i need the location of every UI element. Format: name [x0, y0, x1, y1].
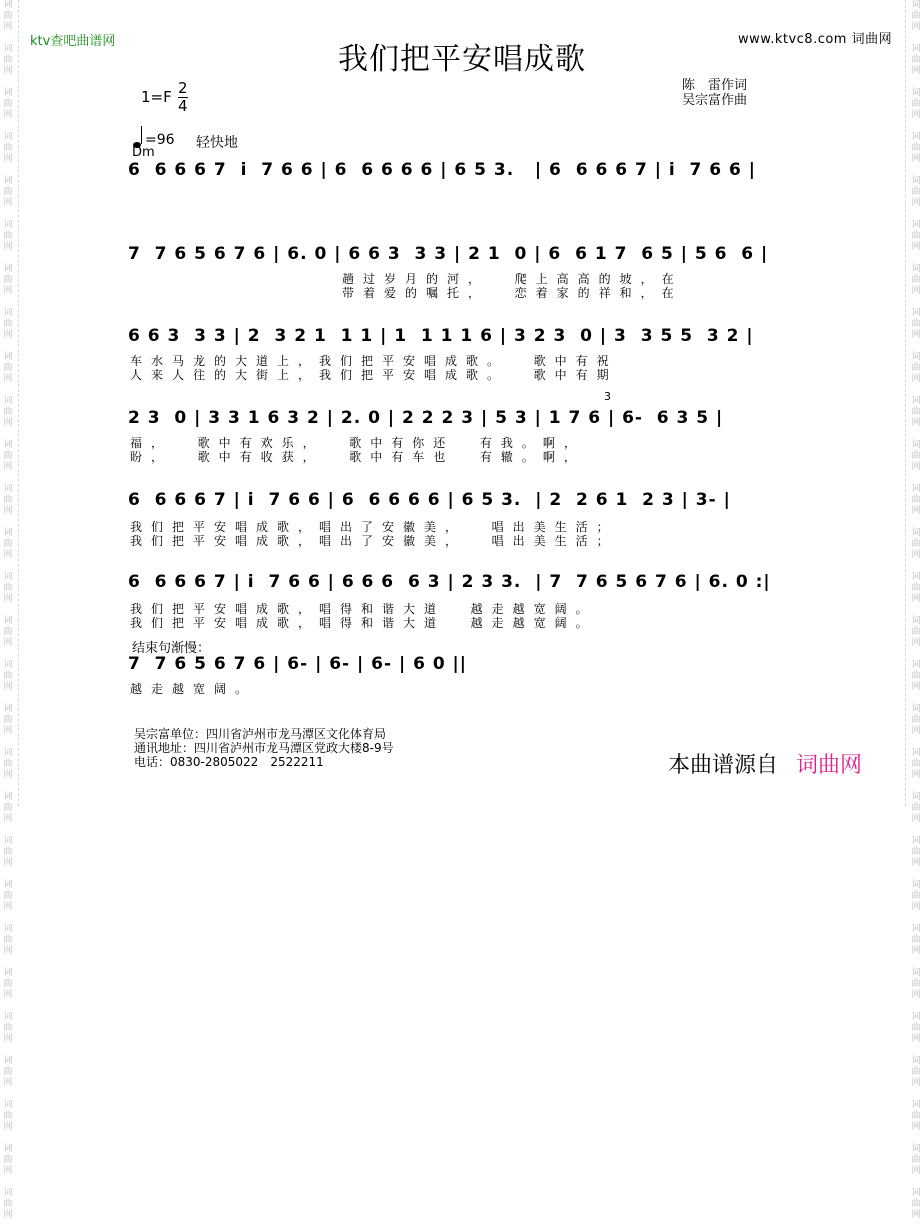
- side-watermark-char: 词: [3, 616, 13, 626]
- side-watermark-char: 词: [911, 440, 921, 450]
- side-watermark-char: 词: [3, 44, 13, 54]
- lyrics-verse-1: 我们把平安唱成歌，唱得和谐大道 越走越宽阔。: [130, 602, 597, 616]
- credits: [682, 78, 747, 108]
- side-watermark-gap: [908, 1001, 924, 1012]
- time-bottom: 4: [178, 97, 188, 115]
- side-watermark-char: 网: [911, 594, 921, 604]
- side-watermark-char: 网: [3, 154, 13, 164]
- side-watermark-char: 网: [3, 726, 13, 736]
- side-watermark-char: 曲: [911, 671, 921, 681]
- side-watermark-gap: [908, 1221, 924, 1232]
- side-watermark-gap: [908, 1133, 924, 1144]
- side-watermark-char: 网: [3, 418, 13, 428]
- side-watermark-char: 词: [3, 88, 13, 98]
- side-watermark-gap: [0, 825, 16, 836]
- side-watermark-char: 网: [911, 1166, 921, 1176]
- side-watermark-char: 词: [3, 440, 13, 450]
- side-watermark-char: 曲: [3, 759, 13, 769]
- side-watermark-gap: [908, 297, 924, 308]
- side-watermark-char: 词: [911, 352, 921, 362]
- side-watermark-gap: [908, 781, 924, 792]
- side-watermark-char: 曲: [911, 847, 921, 857]
- side-watermark-char: 词: [3, 572, 13, 582]
- side-watermark-gap: [0, 605, 16, 616]
- composer: 吴宗富作曲: [682, 93, 748, 108]
- side-watermark-char: 网: [911, 242, 921, 252]
- side-watermark-char: 曲: [911, 583, 921, 593]
- side-watermark-char: 词: [911, 572, 921, 582]
- lyrics-verse-2: 我们把平安唱成歌，唱得和谐大道 越走越宽阔。: [130, 616, 597, 630]
- side-watermark-char: 曲: [3, 671, 13, 681]
- side-watermark-gap: [0, 1045, 16, 1056]
- side-watermark-char: 曲: [3, 55, 13, 65]
- notation-line: 7 7 6 5 6 7 6 | 6- | 6- | 6- | 6 0 ||: [128, 654, 467, 674]
- side-watermark-char: 词: [3, 792, 13, 802]
- side-watermark-char: 网: [911, 814, 921, 824]
- side-watermark-char: 网: [3, 990, 13, 1000]
- side-watermark-gap: [908, 693, 924, 704]
- watermark-url: www.ktvc8.com: [738, 32, 847, 47]
- side-watermark-gap: [908, 957, 924, 968]
- side-watermark-char: 词: [3, 1188, 13, 1198]
- side-watermark-char: 词: [911, 220, 921, 230]
- side-watermark-char: 网: [3, 22, 13, 32]
- side-watermark-gap: [908, 209, 924, 220]
- side-watermark-char: 曲: [3, 539, 13, 549]
- side-watermark-gap: [0, 693, 16, 704]
- side-watermark-char: 曲: [911, 451, 921, 461]
- side-watermark-char: 词: [911, 704, 921, 714]
- side-watermark-char: 网: [911, 198, 921, 208]
- side-watermark-gap: [0, 1177, 16, 1188]
- side-watermark-char: 网: [3, 814, 13, 824]
- side-watermark-gap: [0, 253, 16, 264]
- side-watermark-gap: [0, 517, 16, 528]
- side-watermark-char: 网: [911, 374, 921, 384]
- side-watermark-char: 网: [911, 22, 921, 32]
- side-watermark-char: 网: [3, 1166, 13, 1176]
- side-watermark-char: 词: [3, 1100, 13, 1110]
- notation-line: 6 6 6 6 7 | i 7 6 6 | 6 6 6 6 6 | 6 5 3. | 2 2 6 1 2 3 | 3- |: [128, 490, 731, 510]
- side-watermark-char: 曲: [911, 627, 921, 637]
- side-watermark-char: 网: [911, 462, 921, 472]
- side-watermark-right: [908, 0, 924, 1220]
- side-watermark-gap: [0, 165, 16, 176]
- side-watermark-char: 词: [911, 924, 921, 934]
- side-watermark-char: 网: [911, 506, 921, 516]
- side-watermark-gap: [0, 121, 16, 132]
- side-watermark-char: 曲: [3, 231, 13, 241]
- ending-label: 结束句渐慢：: [132, 641, 211, 656]
- side-watermark-gap: [0, 1221, 16, 1232]
- side-watermark-char: 词: [3, 484, 13, 494]
- side-watermark-char: 网: [911, 1078, 921, 1088]
- side-watermark-gap: [908, 561, 924, 572]
- side-watermark-gap: [0, 869, 16, 880]
- side-watermark-char: 词: [911, 1056, 921, 1066]
- side-watermark-char: 词: [3, 748, 13, 758]
- side-watermark-char: 网: [3, 66, 13, 76]
- side-watermark-char: 词: [3, 924, 13, 934]
- lyricist: 陈 雷作词: [682, 78, 748, 93]
- side-watermark-char: 曲: [911, 1155, 921, 1165]
- side-watermark-char: 网: [911, 682, 921, 692]
- side-watermark-gap: [908, 1045, 924, 1056]
- side-watermark-char: 词: [3, 836, 13, 846]
- footer-contact: [134, 727, 394, 769]
- side-watermark-char: 网: [3, 242, 13, 252]
- side-watermark-char: 曲: [3, 275, 13, 285]
- side-watermark-char: 曲: [3, 1067, 13, 1077]
- side-watermark-char: 词: [3, 704, 13, 714]
- side-watermark-char: 曲: [3, 1199, 13, 1209]
- side-watermark-char: 网: [3, 330, 13, 340]
- side-watermark-char: 曲: [911, 143, 921, 153]
- side-watermark-gap: [908, 913, 924, 924]
- side-watermark-char: 曲: [911, 231, 921, 241]
- side-watermark-char: 网: [911, 154, 921, 164]
- side-watermark-char: 曲: [911, 979, 921, 989]
- notation-line: 2 3 0 | 3 3 1 6 3 2 | 2. 0 | 2 2 2 3 | 5 3 | 1 7 6 | 6- 6 3 5 |: [128, 408, 724, 428]
- side-watermark-char: 曲: [3, 143, 13, 153]
- side-watermark-char: 曲: [911, 715, 921, 725]
- side-watermark-char: 词: [911, 1144, 921, 1154]
- side-watermark-char: 网: [3, 1078, 13, 1088]
- side-watermark-char: 网: [3, 902, 13, 912]
- time-top: 2: [178, 79, 188, 97]
- side-watermark-char: 网: [911, 110, 921, 120]
- side-watermark-char: 曲: [911, 935, 921, 945]
- side-watermark-gap: [0, 473, 16, 484]
- side-watermark-gap: [908, 605, 924, 616]
- side-watermark-char: 网: [3, 286, 13, 296]
- side-watermark-char: 曲: [911, 495, 921, 505]
- side-watermark-char: 网: [911, 990, 921, 1000]
- chord-symbol: Dm: [132, 145, 155, 160]
- side-watermark-char: 词: [3, 0, 13, 10]
- side-watermark-char: 网: [911, 858, 921, 868]
- side-watermark-char: 网: [3, 110, 13, 120]
- side-watermark-char: 词: [3, 660, 13, 670]
- lyrics-verse-1: 趟过岁月的河， 爬上高高的坡，在: [342, 272, 683, 286]
- side-watermark-char: 网: [3, 1210, 13, 1220]
- side-watermark-char: 网: [911, 418, 921, 428]
- side-watermark-char: 词: [3, 132, 13, 142]
- notation-line: 6 6 6 6 7 | i 7 6 6 | 6 6 6 6 3 | 2 3 3. | 7 7 6 5 6 7 6 | 6. 0 :|: [128, 572, 771, 592]
- lyrics-verse-1: 车水马龙的大道上，我们把平安唱成歌。 歌中有祝: [130, 354, 618, 368]
- side-watermark-char: 词: [3, 1012, 13, 1022]
- side-watermark-char: 曲: [911, 11, 921, 21]
- side-watermark-char: 网: [3, 1034, 13, 1044]
- side-watermark-gap: [908, 1177, 924, 1188]
- footer-line: 通讯地址：四川省泸州市龙马潭区党政大楼8-9号: [134, 741, 394, 755]
- side-watermark-char: 网: [911, 1034, 921, 1044]
- side-watermark-char: 词: [911, 484, 921, 494]
- side-watermark-char: 网: [911, 902, 921, 912]
- side-watermark-char: 曲: [3, 803, 13, 813]
- side-watermark-char: 曲: [911, 319, 921, 329]
- side-watermark-gap: [908, 649, 924, 660]
- side-watermark-char: 曲: [911, 363, 921, 373]
- side-watermark-gap: [0, 737, 16, 748]
- footer-line: 吴宗富单位：四川省泸州市龙马潭区文化体育局: [134, 727, 387, 741]
- side-watermark-gap: [0, 781, 16, 792]
- side-watermark-char: 网: [3, 682, 13, 692]
- side-watermark-char: 曲: [3, 11, 13, 21]
- side-watermark-char: 网: [911, 638, 921, 648]
- side-watermark-char: 曲: [911, 1199, 921, 1209]
- side-watermark-gap: [0, 297, 16, 308]
- side-watermark-char: 词: [3, 968, 13, 978]
- side-watermark-char: 曲: [3, 1155, 13, 1165]
- lyrics-verse-2: 人来人往的大街上，我们把平安唱成歌。 歌中有期: [130, 368, 618, 382]
- side-watermark-char: 网: [911, 550, 921, 560]
- side-watermark-char: 词: [911, 396, 921, 406]
- side-watermark-char: 词: [911, 880, 921, 890]
- side-watermark-char: 曲: [3, 847, 13, 857]
- side-watermark-char: 词: [911, 660, 921, 670]
- side-watermark-gap: [0, 561, 16, 572]
- side-watermark-char: 词: [911, 88, 921, 98]
- side-watermark-char: 曲: [911, 539, 921, 549]
- side-watermark-char: 网: [911, 770, 921, 780]
- side-watermark-char: 曲: [911, 187, 921, 197]
- side-watermark-gap: [0, 385, 16, 396]
- notation-line: 6 6 6 6 7 i 7 6 6 | 6 6 6 6 6 | 6 5 3. | 6 6 6 6 7 | i 7 6 6 |: [128, 160, 756, 180]
- side-watermark-char: 词: [3, 396, 13, 406]
- side-watermark-char: 网: [911, 286, 921, 296]
- footer-line: 电话：0830-2805022 2522211: [134, 755, 324, 769]
- side-watermark-char: 曲: [3, 187, 13, 197]
- side-watermark-char: 词: [911, 0, 921, 10]
- side-watermark-gap: [0, 77, 16, 88]
- side-watermark-char: 词: [3, 264, 13, 274]
- side-watermark-gap: [908, 385, 924, 396]
- side-watermark-char: 网: [911, 1122, 921, 1132]
- side-watermark-char: 网: [3, 462, 13, 472]
- side-watermark-gap: [908, 869, 924, 880]
- side-watermark-char: 网: [3, 550, 13, 560]
- side-watermark-gap: [908, 737, 924, 748]
- watermark-site: 词曲网: [851, 32, 893, 47]
- side-watermark-char: 网: [911, 726, 921, 736]
- side-watermark-char: 曲: [911, 55, 921, 65]
- lyrics-verse-1: 我们把平安唱成歌，唱出了安徽美， 唱出美生活；: [130, 520, 618, 534]
- side-watermark-char: 曲: [911, 99, 921, 109]
- side-watermark-char: 曲: [911, 759, 921, 769]
- side-watermark-char: 词: [911, 748, 921, 758]
- tempo-word: 轻快地: [196, 135, 238, 151]
- triplet-mark: 3: [604, 390, 611, 403]
- source-text: 本曲谱源自: [668, 753, 779, 778]
- side-watermark-char: 曲: [3, 627, 13, 637]
- side-watermark-char: 曲: [911, 407, 921, 417]
- lyrics-verse-2: 盼， 歌中有收获， 歌中有车也 有辙。啊，: [130, 450, 585, 464]
- side-watermark-gap: [908, 77, 924, 88]
- side-watermark-gap: [908, 1089, 924, 1100]
- side-watermark-char: 曲: [3, 363, 13, 373]
- side-watermark-char: 网: [911, 946, 921, 956]
- side-watermark-char: 词: [3, 1144, 13, 1154]
- side-watermark-char: 词: [3, 308, 13, 318]
- side-watermark-gap: [0, 1133, 16, 1144]
- side-watermark-char: 词: [911, 968, 921, 978]
- side-watermark-char: 曲: [911, 1111, 921, 1121]
- side-watermark-gap: [0, 1001, 16, 1012]
- side-watermark-char: 网: [911, 66, 921, 76]
- time-signature: [178, 80, 188, 115]
- side-watermark-gap: [0, 957, 16, 968]
- song-title: 我们把平安唱成歌: [338, 42, 586, 77]
- source-credit: [668, 748, 862, 779]
- lyrics-verse-2: 带着爱的嘱托， 恋着家的祥和，在: [342, 286, 683, 300]
- side-watermark-char: 网: [3, 506, 13, 516]
- side-watermark-char: 曲: [3, 715, 13, 725]
- lyrics-verse-1: 福， 歌中有欢乐， 歌中有你还 有我。啊，: [130, 436, 585, 450]
- side-watermark-gap: [908, 429, 924, 440]
- side-watermark-gap: [0, 913, 16, 924]
- side-watermark-left: [0, 0, 16, 1220]
- side-watermark-char: 曲: [3, 99, 13, 109]
- side-watermark-gap: [0, 341, 16, 352]
- side-watermark-char: 词: [911, 1188, 921, 1198]
- quarter-note-icon: [141, 126, 142, 144]
- side-watermark-char: 网: [3, 638, 13, 648]
- side-watermark-gap: [908, 825, 924, 836]
- side-watermark-char: 词: [911, 264, 921, 274]
- side-watermark-char: 词: [911, 528, 921, 538]
- lyrics-verse-2: 我们把平安唱成歌，唱出了安徽美， 唱出美生活；: [130, 534, 618, 548]
- side-watermark-char: 曲: [3, 1023, 13, 1033]
- side-watermark-char: 网: [3, 858, 13, 868]
- side-watermark-char: 曲: [3, 979, 13, 989]
- side-watermark-char: 曲: [911, 1023, 921, 1033]
- lyrics-verse-1: 越走越宽阔。: [130, 682, 257, 696]
- side-watermark-char: 词: [3, 220, 13, 230]
- side-watermark-char: 词: [911, 792, 921, 802]
- side-watermark-char: 曲: [3, 451, 13, 461]
- side-watermark-char: 网: [3, 374, 13, 384]
- key-signature: 1=F: [141, 88, 172, 106]
- side-watermark-char: 词: [911, 176, 921, 186]
- side-watermark-gap: [908, 165, 924, 176]
- side-watermark-char: 网: [911, 1210, 921, 1220]
- side-watermark-char: 词: [911, 1012, 921, 1022]
- side-watermark-gap: [908, 517, 924, 528]
- side-watermark-char: 网: [3, 594, 13, 604]
- side-watermark-char: 网: [3, 770, 13, 780]
- side-watermark-char: 词: [911, 308, 921, 318]
- side-watermark-char: 词: [911, 44, 921, 54]
- notation-line: 6 6 3 3 3 | 2 3 2 1 1 1 | 1 1 1 1 6 | 3 2 3 0 | 3 3 5 5 3 2 |: [128, 326, 754, 346]
- side-watermark-char: 曲: [3, 583, 13, 593]
- side-watermark-char: 词: [911, 132, 921, 142]
- side-watermark-gap: [0, 429, 16, 440]
- side-watermark-gap: [0, 209, 16, 220]
- side-watermark-char: 词: [3, 880, 13, 890]
- side-watermark-char: 词: [911, 836, 921, 846]
- side-watermark-gap: [0, 1089, 16, 1100]
- side-watermark-char: 曲: [3, 319, 13, 329]
- notation-line: 7 7 6 5 6 7 6 | 6. 0 | 6 6 3 3 3 | 2 1 0 | 6 6 1 7 6 5 | 5 6 6 |: [128, 244, 769, 264]
- side-watermark-char: 词: [3, 352, 13, 362]
- side-watermark-char: 词: [911, 616, 921, 626]
- side-watermark-gap: [908, 121, 924, 132]
- side-watermark-char: 曲: [3, 495, 13, 505]
- side-watermark-char: 曲: [3, 407, 13, 417]
- side-watermark-char: 曲: [3, 1111, 13, 1121]
- side-watermark-gap: [908, 253, 924, 264]
- side-watermark-char: 曲: [911, 891, 921, 901]
- side-watermark-gap: [0, 649, 16, 660]
- side-watermark-gap: [908, 473, 924, 484]
- side-watermark-char: 曲: [911, 803, 921, 813]
- side-watermark-char: 词: [911, 1100, 921, 1110]
- side-watermark-char: 词: [3, 1056, 13, 1066]
- side-watermark-char: 曲: [3, 891, 13, 901]
- side-watermark-char: 网: [3, 1122, 13, 1132]
- side-watermark-char: 曲: [911, 275, 921, 285]
- side-watermark-gap: [908, 341, 924, 352]
- side-watermark-char: 网: [3, 946, 13, 956]
- side-watermark-char: 网: [3, 198, 13, 208]
- tempo-marking: =96: [145, 132, 175, 148]
- side-watermark-char: 曲: [911, 1067, 921, 1077]
- side-watermark-char: 曲: [3, 935, 13, 945]
- side-watermark-char: 词: [3, 528, 13, 538]
- watermark-left[interactable]: ktv查吧曲谱网: [30, 34, 116, 49]
- side-watermark-char: 网: [911, 330, 921, 340]
- source-site-link[interactable]: 词曲网: [796, 753, 863, 778]
- side-watermark-char: 词: [3, 176, 13, 186]
